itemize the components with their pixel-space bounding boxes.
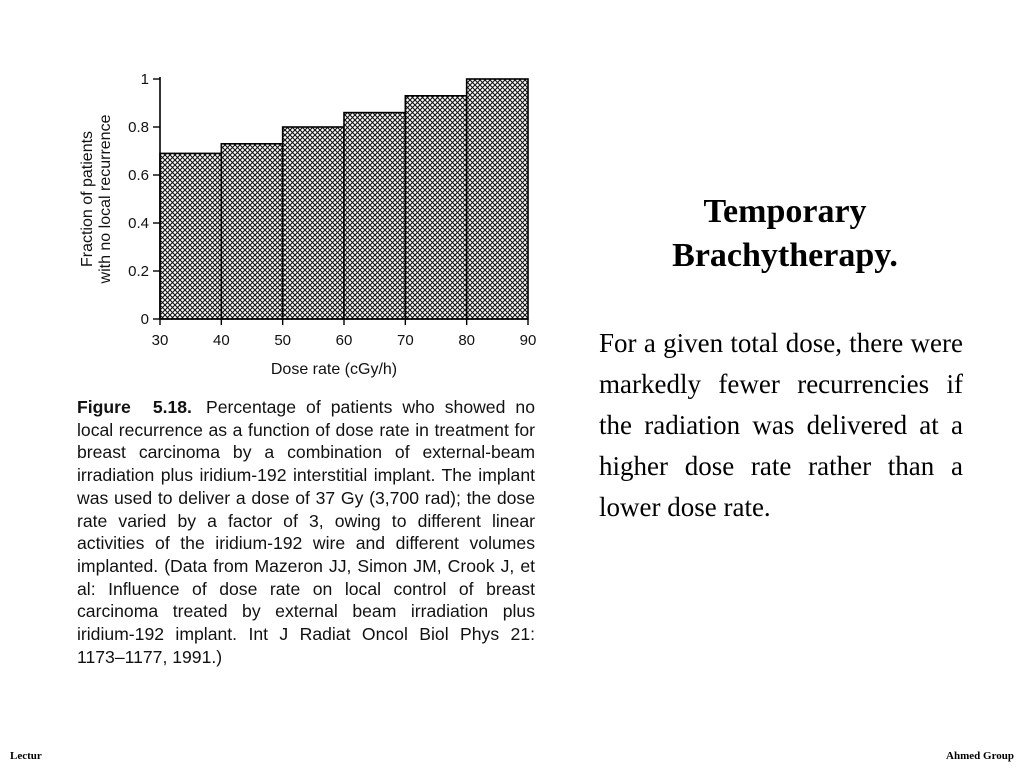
figure-label: Figure (77, 397, 131, 417)
y-tick-label: 1 (140, 71, 149, 88)
bar (405, 96, 466, 319)
y-axis-label-line1: Fraction of patients (79, 130, 96, 268)
y-tick-label: 0.8 (128, 119, 149, 136)
y-tick-label: 0 (140, 311, 149, 328)
x-tick-label: 40 (212, 332, 230, 349)
bar (467, 79, 528, 319)
figure-number: 5.18. (152, 397, 192, 417)
figure-caption-text: Percentage of patients who showed no local recurrence as a function of dose rate in treatment for breast carcinoma by a combination of external-beam irradiation plus iridium-192 interstitial implant. The implant was used to deliver a dose of 37 Gy (3,700 rad); the dose rate varied by a factor of 3, owing to different linear activities of the iridium-192 wire and different volumes implanted. (Data from Mazeron JJ, Simon JM, Crook J, et al: Influence of dose rate on local control of breast carcinoma treated by external beam irradiation plus iridium-192 implant. Int J Radiat Oncol Biol Phys 21: 1173–1177, 1991.) (77, 397, 535, 667)
slide-body-text: For a given total dose, there were markedly fewer recurrencies if the radiation was delivered at a higher dose rate rather than a lower dose rate. (599, 328, 963, 522)
y-axis-label-line2: with no local recurrence (97, 114, 114, 284)
histogram-chart (60, 60, 560, 390)
y-tick-label: 0.6 (128, 167, 149, 184)
x-axis-label: Dose rate (cGy/h) (270, 361, 398, 378)
x-tick-label: 30 (151, 332, 169, 349)
bar (160, 153, 221, 319)
x-tick-label: 50 (274, 332, 292, 349)
footer-right-text: Ahmed Group (946, 750, 1014, 762)
bar (283, 127, 344, 319)
bar (344, 113, 405, 319)
slide-title-line1: Temporary (703, 193, 867, 230)
chart-canvas (60, 60, 560, 390)
y-tick-label: 0.2 (128, 263, 149, 280)
slide-title-line2: Brachytherapy. (672, 237, 898, 274)
slide-title (600, 190, 970, 278)
footer-left-text: Lectur (10, 750, 42, 762)
x-tick-label: 80 (458, 332, 476, 349)
x-tick-label: 60 (335, 332, 353, 349)
x-tick-label: 90 (519, 332, 537, 349)
bar (221, 144, 282, 319)
figure-caption (77, 396, 535, 668)
x-tick-label: 70 (396, 332, 414, 349)
y-tick-label: 0.4 (128, 215, 149, 232)
